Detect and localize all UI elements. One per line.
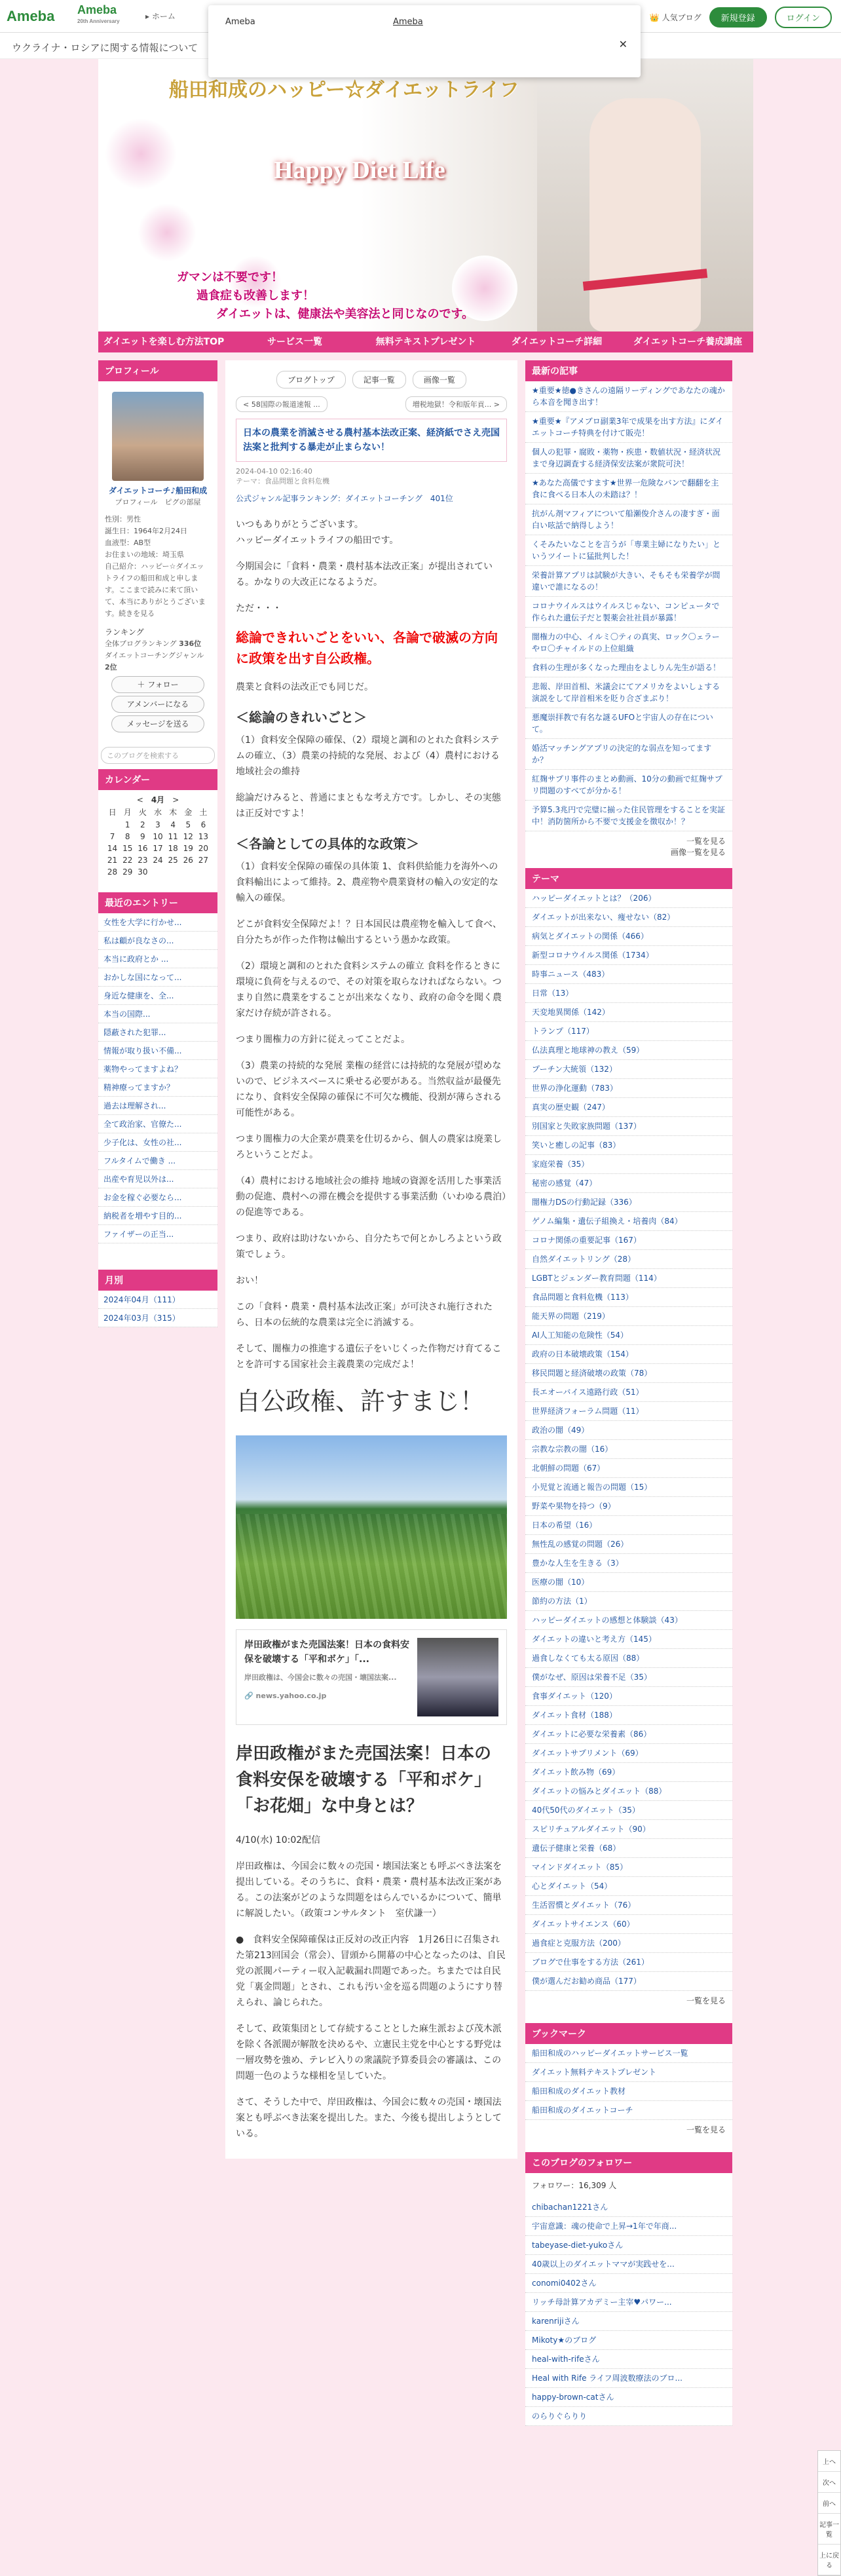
- calendar-week: [105, 854, 211, 866]
- calendar-day[interactable]: 25: [168, 856, 178, 865]
- follow-label: フォロー: [147, 680, 179, 689]
- recent-entry-item[interactable]: ファイザーの正当...: [98, 1225, 217, 1243]
- follower-count: フォロワー：16,309 人: [532, 2181, 617, 2190]
- field-rows: [236, 1514, 507, 1619]
- header-logo-text: Happy Diet Life: [274, 157, 445, 184]
- monthly-list: [98, 1291, 217, 1327]
- paragraph: （3）農業の持続的な発展 業権の経営には持続的な発展が望めないので、ビジネスベースに乗せる必要がある。当然収益が最優先になり、食料安全保障の確保に不可欠な機能、役割が薄らされる可能性がある。: [236, 1061, 502, 1118]
- recent-entry-item[interactable]: 全て政治家、官僚た...: [98, 1115, 217, 1133]
- close-icon[interactable]: ✕: [618, 38, 627, 50]
- theme-item[interactable]: トランプ（117）: [525, 1022, 732, 1041]
- calendar-month-row: [105, 794, 211, 805]
- theme-item[interactable]: 世界の浄化運動（783）: [525, 1079, 732, 1098]
- latest-article-item[interactable]: 栄養計算アプリは試験が大きい、そもそも栄養学が間違いで誰になるの！: [525, 566, 732, 597]
- link-card-desc: 岸田政権は、今国会に数々の売国・壊国法案...: [244, 1673, 397, 1682]
- paragraph: どこが食料安全保障だよ！？日本国民は農産物を輸入して食べ、自分たちが作った作物は輸出するという愚かな政策。: [236, 919, 502, 945]
- link-card-source-text: news.yahoo.co.jp: [255, 1692, 327, 1700]
- nav-item-coach[interactable]: ダイエットコーチ詳細: [511, 337, 603, 347]
- calendar-day[interactable]: 7: [109, 832, 115, 841]
- avatar[interactable]: [112, 392, 204, 481]
- calendar-week: [105, 831, 211, 843]
- theme-more-link[interactable]: 一覧を見る: [686, 1996, 726, 2005]
- recent-entry-item[interactable]: 出産や育児以外は...: [98, 1170, 217, 1188]
- news-title: 岸田政権がまた売国法案！日本の食料安保を破壊する「平和ボケ」「お花畑」な中身とは？: [236, 1744, 492, 1816]
- theme-item[interactable]: ダイエットが出来ない、痩せない（82）: [525, 908, 732, 927]
- entry-theme[interactable]: テーマ：食品問題と食料危機: [236, 477, 329, 485]
- latest-article-item[interactable]: 悪魔崇拝教で有名な謎るUFOと宇宙人の存在について。: [525, 708, 732, 739]
- ameba-20th-logo[interactable]: [77, 4, 120, 28]
- calendar-day[interactable]: 2: [140, 820, 145, 829]
- latest-more: [525, 831, 732, 862]
- latest-article-item[interactable]: 紅麹サプリ事件のまとめ動画、10分の動画で紅麹サプリ問題のすべてが分かる！: [525, 770, 732, 801]
- theme-item[interactable]: LGBTとジェンダー教育問題（114）: [525, 1269, 732, 1288]
- theme-item[interactable]: ダイエットの違いと考え方（145）: [525, 1630, 732, 1649]
- paragraph: 総論だけみると、普通にまともな考え方です。しかし、その実態は正反対ですよ！: [236, 793, 501, 819]
- paragraph: 農業と食料の法改正でも同じだ。: [236, 682, 373, 692]
- nav-item-free-text[interactable]: 無料テキストプレゼント: [375, 337, 476, 347]
- theme-item[interactable]: ダイエットの悩みとダイエット（88）: [525, 1782, 732, 1801]
- latest-image-more-link[interactable]: 画像一覧を見る: [670, 848, 726, 857]
- theme-item[interactable]: マインドダイエット（85）: [525, 1858, 732, 1877]
- bookmark-item[interactable]: 船田和成のハッピーダイエットサービス一覧: [525, 2044, 732, 2063]
- follower-list: [525, 2198, 732, 2426]
- latest-more-link[interactable]: 一覧を見る: [686, 837, 726, 846]
- scroll-prev-button[interactable]: 前へ: [818, 2493, 840, 2514]
- theme-item[interactable]: 生活習慣とダイエット（76）: [525, 1896, 732, 1915]
- calendar-day[interactable]: 20: [198, 844, 209, 853]
- popup-title: Ameba: [225, 17, 255, 27]
- calendar-day[interactable]: 15: [122, 844, 133, 853]
- left-sidebar: [98, 360, 217, 1327]
- calendar-grid: [105, 805, 211, 878]
- calendar-day[interactable]: 13: [198, 832, 209, 841]
- day-header: 日: [108, 808, 117, 817]
- paragraph: ハッピーダイエットライフの船田です。: [236, 535, 399, 546]
- recent-entry-item[interactable]: 情報が取り扱い不備...: [98, 1042, 217, 1060]
- slogan-line-2: 過食症も改善します！: [196, 289, 314, 303]
- theme-item[interactable]: 天変地異関係（142）: [525, 1003, 732, 1022]
- theme-item[interactable]: 時事ニュース（483）: [525, 965, 732, 984]
- bookmark-item[interactable]: 船田和成のダイエットコーチ: [525, 2101, 732, 2120]
- latest-article-item[interactable]: コロナウイルスはウイルスじゃない、コンピュータで作られた遺伝子だと製薬会社社員が暴露！: [525, 597, 732, 628]
- recent-entry-item[interactable]: 少子化は、女性の社...: [98, 1133, 217, 1152]
- image-list-button[interactable]: 画像一覧: [413, 371, 466, 388]
- theme-item[interactable]: 北朝鮮の問題（67）: [525, 1459, 732, 1478]
- follower-item[interactable]: chibachan1221さん: [525, 2198, 732, 2217]
- ranking-genre[interactable]: [105, 650, 211, 673]
- recent-entry-item[interactable]: 本当に政府とか ...: [98, 950, 217, 968]
- theme-item[interactable]: 過食症と克服方法（200）: [525, 1934, 732, 1953]
- theme-item[interactable]: 僕が選んだお勧め商品（177）: [525, 1972, 732, 1991]
- theme-item[interactable]: 自然ダイエットリング（28）: [525, 1250, 732, 1269]
- paragraph: 今期国会に「食料・農業・農村基本法改正案」が提出されている。かなりの大改正になるようだ。: [236, 561, 493, 588]
- ranking-overall-label: 全体ブログランキング: [105, 639, 177, 648]
- entry-body: [236, 517, 507, 2142]
- calendar-day[interactable]: 14: [107, 844, 118, 853]
- news-date: 4/10(水) 10:02配信: [236, 1835, 321, 1846]
- section-heading: ＜総論のきれいごと＞: [236, 710, 367, 725]
- follower-item[interactable]: tabeyase-diet-yukoさん: [525, 2236, 732, 2255]
- calendar-day[interactable]: 9: [140, 832, 145, 841]
- theme-item[interactable]: 闇権力DSの行動記録（336）: [525, 1193, 732, 1212]
- slogan-line-3: ダイエットは、健康法や美容法と同じなのです。: [216, 307, 474, 321]
- paragraph: つまり闇権力の方針に従えってことだよ。: [236, 1034, 410, 1045]
- recent-entry-item[interactable]: フルタイムで働き ...: [98, 1152, 217, 1170]
- recent-entry-item[interactable]: お金を稼ぐ必要なら...: [98, 1188, 217, 1207]
- theme-list: [525, 889, 732, 1991]
- calendar-day[interactable]: 19: [183, 844, 193, 853]
- calendar-day[interactable]: [181, 866, 196, 878]
- theme-item[interactable]: 政府の日本破壊政策（154）: [525, 1345, 732, 1364]
- theme-item[interactable]: 政治の闇（49）: [525, 1421, 732, 1440]
- latest-article-item[interactable]: ★あなた高儀ですます★世界一危険なバンで翻翻を主食に食べる日本人の未踏は？！: [525, 474, 732, 504]
- follower-item[interactable]: karenrijiさん: [525, 2312, 732, 2331]
- latest-article-item[interactable]: 食料の生理が多くなった理由をよしりん先生が語る！: [525, 658, 732, 677]
- follower-item[interactable]: 40歳以上のダイエットママが実践せを...: [525, 2255, 732, 2274]
- photo-figure: [589, 98, 701, 331]
- latest-list: [525, 381, 732, 831]
- theme-item[interactable]: 医療の闇（10）: [525, 1573, 732, 1592]
- scroll-list-button[interactable]: 記事一覧: [818, 2514, 840, 2545]
- theme-item[interactable]: 仏法真理と地球神の教え（59）: [525, 1041, 732, 1060]
- slogan-line-1: ガマンは不要です！: [177, 271, 283, 284]
- content-columns: [98, 352, 753, 2426]
- logo20-sub: 20th Anniversary: [77, 18, 120, 24]
- calendar-day[interactable]: 27: [198, 856, 209, 865]
- profile-intro: 自己紹介：ハッピー☆ダイエットライフの船田和成と申します。ここまで読みに来て頂いて、本当にありがとうございます。続きを見る: [105, 562, 206, 618]
- blog-title[interactable]: 船田和成のハッピー☆ダイエットライフ: [169, 79, 519, 102]
- profile-area: お住まいの地域：埼玉県: [105, 550, 184, 559]
- calendar-next[interactable]: >: [172, 795, 179, 805]
- theme-item[interactable]: 世界経済フォーラム問題（11）: [525, 1402, 732, 1421]
- theme-item[interactable]: 小児覚と流通と報告の問題（15）: [525, 1478, 732, 1497]
- ad-popup: [208, 5, 641, 77]
- theme-item[interactable]: 40代50代のダイエット（35）: [525, 1801, 732, 1820]
- calendar: [98, 790, 217, 882]
- calendar-day[interactable]: 12: [183, 832, 193, 841]
- ranking-genre-value: 2位: [105, 663, 117, 672]
- paragraph: さて、そうした中で、岸田政権は、今国会に数々の売国・壊国法案とも呼ぶべき法案を提出した。また、今後も提出しようとしている。: [236, 2097, 502, 2139]
- main-article: [225, 360, 517, 2159]
- next-entry-link[interactable]: 増税地獄！令和版年貢... >: [405, 396, 507, 412]
- home-link-label: ホーム: [151, 12, 176, 21]
- nav-item-top[interactable]: ダイエットを楽しむ方法TOP: [103, 337, 225, 347]
- calendar-week: [105, 843, 211, 854]
- follower-item[interactable]: Mikoty★のブログ: [525, 2331, 732, 2350]
- paragraph: （1）食料安全保障の確保の具体策 1、食料供給能力を海外への食料輸出によって維持。2、農産物や農業資材の輸入の安定的な輸入の確保。: [236, 862, 498, 903]
- day-header: 土: [199, 808, 208, 817]
- top-actions: [650, 7, 832, 28]
- follow-button[interactable]: ＋ フォロー: [111, 676, 204, 693]
- theme-item[interactable]: 野菜や果物を持つ（9）: [525, 1497, 732, 1516]
- theme-item[interactable]: ダイエット飲み物（69）: [525, 1763, 732, 1782]
- flower-decoration: [138, 203, 196, 262]
- follower-item[interactable]: リッチ母計算アカデミー主宰♥パワー...: [525, 2293, 732, 2312]
- scroll-next-button[interactable]: 次へ: [818, 2472, 840, 2493]
- entry-date: 2024-04-10 02:16:40: [236, 467, 312, 476]
- highlight-text: 総論できれいごとをいい、各論で破滅の方向に政策を出す自公政権。: [236, 630, 498, 666]
- theme-item[interactable]: ハッピーダイエットの感想と体験談（43）: [525, 1611, 732, 1630]
- calendar-day[interactable]: 10: [153, 832, 163, 841]
- theme-item[interactable]: 笑いと癒しの記事（83）: [525, 1136, 732, 1155]
- latest-article-item[interactable]: 個人の犯罪・腐敗・薬物・疾患・数値状況・経済状況まで身辺調査する経済保安法案が衆院可決！: [525, 443, 732, 474]
- ranking-genre-label: ダイエットコーチングジャンル: [105, 651, 204, 660]
- followers-heading: このブログのフォロワー: [525, 2152, 732, 2173]
- theme-item[interactable]: ダイエットサプリメント（69）: [525, 1744, 732, 1763]
- calendar-day[interactable]: 23: [138, 856, 148, 865]
- paragraph: 岸田政権は、今国会に数々の売国・壊国法案とも呼ぶべき法案を提出している。そのうちに、食料・農業・農村基本法改正案がある。この法案がどのような問題をはらんでいるかについて、簡単に解説したい。（政策コンサルタント 室伏謙一）: [236, 1861, 502, 1919]
- calendar-day[interactable]: 21: [107, 856, 118, 865]
- ranking-heading: ランキング: [105, 628, 144, 637]
- latest-heading: 最新の記事: [525, 360, 732, 381]
- recent-entry-item[interactable]: 身近な健康を、全...: [98, 987, 217, 1005]
- header-slogan: [177, 269, 474, 324]
- profile-birth: 誕生日：1964年2月24日: [105, 527, 187, 535]
- calendar-days-row: [105, 805, 211, 819]
- latest-article-item[interactable]: 抗がん剤マフィアについて船瀬俊介さんの凄すぎ・面白い呟話で納得しよう！: [525, 504, 732, 535]
- theme-item[interactable]: 能天界の問題（219）: [525, 1307, 732, 1326]
- monthly-heading: 月別: [98, 1270, 217, 1291]
- profile-links[interactable]: プロフィール ピグの部屋: [115, 498, 201, 506]
- theme-heading: テーマ: [525, 868, 732, 889]
- prev-entry-link[interactable]: < 58国際の報道速報 ...: [236, 396, 327, 412]
- nav-item-services[interactable]: サービス一覧: [267, 337, 322, 347]
- prev-next-nav: [236, 396, 507, 412]
- theme-item[interactable]: 過食しなくても太る原因（88）: [525, 1649, 732, 1668]
- link-card-source: 🔗 news.yahoo.co.jp: [244, 1692, 327, 1700]
- theme-item[interactable]: ハッピーダイエットとは？（206）: [525, 889, 732, 908]
- section-heading: ＜各論としての具体的な政策＞: [236, 836, 419, 852]
- recent-entry-item[interactable]: 過去は理解され...: [98, 1097, 217, 1115]
- follower-item[interactable]: のらりぐらりり: [525, 2407, 732, 2426]
- calendar-prev[interactable]: <: [136, 795, 143, 805]
- theme-item[interactable]: スピリチュアルダイエット（90）: [525, 1820, 732, 1839]
- theme-item[interactable]: プーチン大統領（132）: [525, 1060, 732, 1079]
- recent-entry-item[interactable]: 納税者を増やす目的...: [98, 1207, 217, 1225]
- latest-article-item[interactable]: 予算5.3兆円で完璧に揃った住民管理をすることを実証中！消防箇所から不要で支援金を徴収か！？: [525, 801, 732, 831]
- paragraph: （2）環境と調和のとれた食料システムの確立 食料を作るときに環境に負荷を与えるので、その対策を取らなければならない。つまり自然に農業をすることが出来なくなり、政府の命令を聞く農家だけ存続が許される。: [236, 961, 502, 1019]
- paragraph: ただ・・・: [236, 603, 282, 614]
- paragraph: おい！: [236, 1276, 263, 1286]
- scroll-up-button[interactable]: 上へ: [818, 2451, 840, 2472]
- recent-entry-item[interactable]: 隠蔽された犯罪...: [98, 1023, 217, 1042]
- month-item[interactable]: 2024年04月（111）: [98, 1291, 217, 1309]
- calendar-week: [105, 819, 211, 831]
- theme-item[interactable]: ダイエットサイエンス（60）: [525, 1915, 732, 1934]
- popular-label: 人気ブログ: [662, 13, 701, 22]
- ranking-overall[interactable]: [105, 638, 211, 650]
- latest-article-item[interactable]: ★重要★『アメブロ副業3年で成果を出す方法』にダイエットコーチ特典を付けて販売！: [525, 412, 732, 443]
- follower-item[interactable]: heal-with-rifeさん: [525, 2350, 732, 2369]
- paragraph: この「食料・農業・農村基本法改正案」が可決され施行されたら、日本の伝統的な農業は完全に消滅する。: [236, 1302, 493, 1328]
- paragraph: そして、政策集団として存続することとした麻生派および茂木派を除く各派閥が解散を決めるや、立憲民主党を中心とする野党は一層攻勢を強め、テレビ入りの衆議院予算委員会の審議は、この問題一色のような様相を呈していた。: [236, 2024, 502, 2081]
- calendar-month: 4月: [151, 795, 165, 805]
- bookmark-heading: ブックマーク: [525, 2023, 732, 2044]
- article-list-button[interactable]: 記事一覧: [352, 371, 406, 388]
- calendar-day[interactable]: 11: [168, 832, 178, 841]
- calendar-day[interactable]: 24: [153, 856, 163, 865]
- calendar-day[interactable]: 18: [168, 844, 178, 853]
- ticker-text: ウクライナ・ロシアに関する情報について: [12, 42, 198, 54]
- theme-item[interactable]: 日本の希望（16）: [525, 1516, 732, 1535]
- bookmark-more-link[interactable]: 一覧を見る: [686, 2125, 726, 2134]
- bookmark-item[interactable]: ダイエット無料テキストプレゼント: [525, 2063, 732, 2082]
- farm-field-image[interactable]: [236, 1435, 507, 1619]
- latest-article-item[interactable]: 悲報、岸田首相、米議会にてアメリカをよいしょする演説をして岸首相米を貶り合ざまぶり！: [525, 677, 732, 708]
- article-tools: [236, 371, 507, 388]
- recent-entries-list: [98, 913, 217, 1243]
- entry-meta: [236, 467, 507, 486]
- calendar-day[interactable]: 8: [124, 832, 130, 841]
- theme-item[interactable]: 食品問題と食料危機（113）: [525, 1288, 732, 1307]
- calendar-day[interactable]: 22: [122, 856, 133, 865]
- calendar-day[interactable]: 5: [185, 820, 191, 829]
- theme-item[interactable]: ブログで仕事をする方法（261）: [525, 1953, 732, 1972]
- calendar-day[interactable]: 17: [153, 844, 163, 853]
- paragraph: ● 食料安全保障確保は正反対の改正内容 1月26日に召集された第213回国会（常会）、冒頭から開幕の中心となったのは、自民党の派閥パーティー収入記載漏れ問題であった。ちまたでは自民党「裏金問題」とされ、これも汚い金を巡る問題のようにすり替えられ、論じられた。: [236, 1935, 506, 2008]
- paragraph: つまり、政府は助けないから、自分たちで何とかしろよという政策でしょう。: [236, 1234, 502, 1260]
- paragraph: （1）食料安全保障の確保、（2）環境と調和のとれた食料システムの確立、（3）農業の持続的な発展、および（4）農村における地域社会の維持: [236, 735, 500, 777]
- latest-article-item[interactable]: 婚活マッチングアプリの決定的な弱点を知ってますか？: [525, 739, 732, 770]
- entry-title[interactable]: 日本の農業を消滅させる農村基本法改正案、経済紙でさえ売国法案と批判する暴走が止まらない！: [236, 419, 507, 462]
- calendar-day[interactable]: [166, 866, 181, 878]
- theme-item[interactable]: 豊かな人生を生きる（3）: [525, 1554, 732, 1573]
- global-nav: [98, 331, 753, 352]
- theme-item[interactable]: 無性乱の感覚の問題（26）: [525, 1535, 732, 1554]
- month-item[interactable]: 2024年03月（315）: [98, 1309, 217, 1327]
- profile-sex: 性別：男性: [105, 515, 141, 523]
- theme-item[interactable]: 別国家と失敗家族問題（137）: [525, 1117, 732, 1136]
- theme-item[interactable]: ダイエットに必要な栄養素（86）: [525, 1725, 732, 1744]
- entry-genre-rank[interactable]: 公式ジャンル記事ランキング：ダイエットコーチング 401位: [236, 494, 453, 503]
- latest-article-item[interactable]: 闇権力の中心、イルミ〇ティの真実、ロック〇ェラーやロ〇チャイルドの上位組織: [525, 628, 732, 658]
- paragraph: （4）農村における地域社会の維持 地域の資源を活用した事業活動の促進、農村への滞在機会を提供する事業活動（いわゆる農泊）の促進等である。: [236, 1176, 506, 1218]
- calendar-day[interactable]: 6: [200, 820, 206, 829]
- recent-entry-item[interactable]: 女性を大学に行かせ...: [98, 913, 217, 932]
- theme-item[interactable]: 日常（13）: [525, 984, 732, 1003]
- day-header: 月: [123, 808, 132, 817]
- theme-item[interactable]: 移民問題と経済破壊の政策（78）: [525, 1364, 732, 1383]
- link-card-text: [244, 1638, 409, 1716]
- blog-container: [98, 59, 753, 2426]
- theme-item[interactable]: 家庭栄養（35）: [525, 1155, 732, 1174]
- amember-button[interactable]: アメンバーになる: [111, 696, 204, 713]
- calendar-day[interactable]: 26: [183, 856, 193, 865]
- calendar-day[interactable]: 29: [122, 867, 133, 877]
- day-header: 火: [138, 808, 147, 817]
- logo20-text: Ameba: [77, 3, 117, 16]
- theme-item[interactable]: 宗教な宗教の闇（16）: [525, 1440, 732, 1459]
- paragraph: つまり闇権力の大企業が農業を仕切るから、個人の農家は廃業しろということだよ。: [236, 1134, 502, 1160]
- recent-entry-item[interactable]: 本当の国際...: [98, 1005, 217, 1023]
- follower-item[interactable]: 宇宙意識：魂の使命で上昇→1年で年商...: [525, 2217, 732, 2236]
- profile-heading: プロフィール: [98, 360, 217, 381]
- theme-item[interactable]: 節約の方法（1）: [525, 1592, 732, 1611]
- theme-item[interactable]: 遺伝子健康と栄養（68）: [525, 1839, 732, 1858]
- header-photo: [537, 59, 753, 331]
- follower-item[interactable]: happy-brown-catさん: [525, 2388, 732, 2407]
- calendar-day[interactable]: 4: [170, 820, 176, 829]
- profile-blood: 血液型：AB型: [105, 539, 151, 547]
- ameba-logo[interactable]: Ameba: [7, 8, 55, 24]
- popup-link[interactable]: Ameba: [393, 17, 423, 27]
- latest-article-item[interactable]: ★重要★徳●きさんの遠隔リーディングであなたの魂から本音を聞き出す！: [525, 381, 732, 412]
- recent-entry-item[interactable]: おかしな国になって...: [98, 968, 217, 987]
- recent-entry-item[interactable]: 精神療ってますか？: [98, 1078, 217, 1097]
- popular-blog-link[interactable]: 👑 人気ブログ: [649, 13, 701, 22]
- calendar-day[interactable]: 28: [107, 867, 118, 877]
- signup-button[interactable]: 新規登録: [709, 7, 767, 28]
- follower-item[interactable]: Heal with Rife ライフ周波数療法のブロ...: [525, 2369, 732, 2388]
- link-card-title: 岸田政権がまた売国法案！日本の食料安保を破壊する「平和ボケ」「...: [244, 1640, 409, 1665]
- scroll-nav: [817, 2450, 841, 2576]
- blog-top-button[interactable]: ブログトップ: [276, 371, 346, 388]
- theme-item[interactable]: ダイエット食材（188）: [525, 1706, 732, 1725]
- theme-item[interactable]: ゲノム編集・遺伝子組換え・培養肉（84）: [525, 1212, 732, 1231]
- link-card[interactable]: [236, 1629, 507, 1725]
- profile-box: [98, 381, 217, 742]
- day-header: 水: [153, 808, 162, 817]
- calendar-day[interactable]: [196, 866, 211, 878]
- theme-item[interactable]: コロナ関係の重要記事（167）: [525, 1231, 732, 1250]
- blog-search-input[interactable]: このブログを検索する: [101, 747, 215, 764]
- recent-entries-heading: 最近のエントリー: [98, 892, 217, 913]
- scroll-top-button[interactable]: 上に戻る: [818, 2545, 840, 2575]
- recent-entry-item[interactable]: 私は顧が良なさの...: [98, 932, 217, 950]
- calendar-week: [105, 866, 211, 878]
- calendar-heading: カレンダー: [98, 769, 217, 790]
- theme-item[interactable]: 秘密の感覚（47）: [525, 1174, 732, 1193]
- day-header: 金: [184, 808, 193, 817]
- theme-item[interactable]: 真実の歴史観（247）: [525, 1098, 732, 1117]
- paragraph: そして、闇権力の推進する遺伝子をいじくった作物だけ育てることを許可する国家社会主義農業の完成だよ！: [236, 1344, 502, 1370]
- calendar-day[interactable]: [150, 866, 165, 878]
- calendar-day[interactable]: 3: [155, 820, 160, 829]
- message-button[interactable]: メッセージを送る: [111, 715, 204, 732]
- calendar-day[interactable]: [105, 819, 120, 831]
- recent-entry-item[interactable]: 薬物やってますよね？: [98, 1060, 217, 1078]
- theme-item[interactable]: 病気とダイエットの関係（466）: [525, 927, 732, 946]
- calendar-day[interactable]: 30: [138, 867, 148, 877]
- bookmark-item[interactable]: 船田和成のダイエット教材: [525, 2082, 732, 2101]
- nav-item-course[interactable]: ダイエットコーチ養成講座: [633, 337, 743, 347]
- paragraph: いつもありがとうございます。: [236, 520, 364, 530]
- ranking-overall-value: 336位: [179, 639, 202, 648]
- calendar-day[interactable]: 1: [124, 820, 130, 829]
- blog-header[interactable]: [98, 59, 753, 331]
- theme-item[interactable]: 心とダイエット（54）: [525, 1877, 732, 1896]
- theme-item[interactable]: 新型コロナウイルス関係（1734）: [525, 946, 732, 965]
- day-header: 木: [169, 808, 178, 817]
- calendar-day[interactable]: 16: [138, 844, 148, 853]
- theme-item[interactable]: 食事ダイエット（120）: [525, 1687, 732, 1706]
- theme-item[interactable]: 僕がなぜ、原因は栄養不足（35）: [525, 1668, 732, 1687]
- latest-article-item[interactable]: くそみたいなことを言うが「専業主婦になりたい」というツイートに猛批判した！: [525, 535, 732, 566]
- flower-decoration: [105, 118, 177, 190]
- right-sidebar: [525, 360, 732, 2426]
- follower-item[interactable]: conomi0402さん: [525, 2274, 732, 2293]
- home-link[interactable]: ▸ ホーム: [145, 12, 176, 21]
- big-statement: 自公政権、許すまじ！: [236, 1387, 485, 1416]
- theme-item[interactable]: 長エオーバイス遠路行政（51）: [525, 1383, 732, 1402]
- link-card-thumbnail: [417, 1638, 498, 1716]
- bookmark-list: [525, 2044, 732, 2120]
- profile-name[interactable]: ダイエットコーチ♪船田和成: [108, 486, 208, 495]
- login-button[interactable]: ログイン: [775, 7, 832, 28]
- theme-item[interactable]: AI人工知能の危険性（54）: [525, 1326, 732, 1345]
